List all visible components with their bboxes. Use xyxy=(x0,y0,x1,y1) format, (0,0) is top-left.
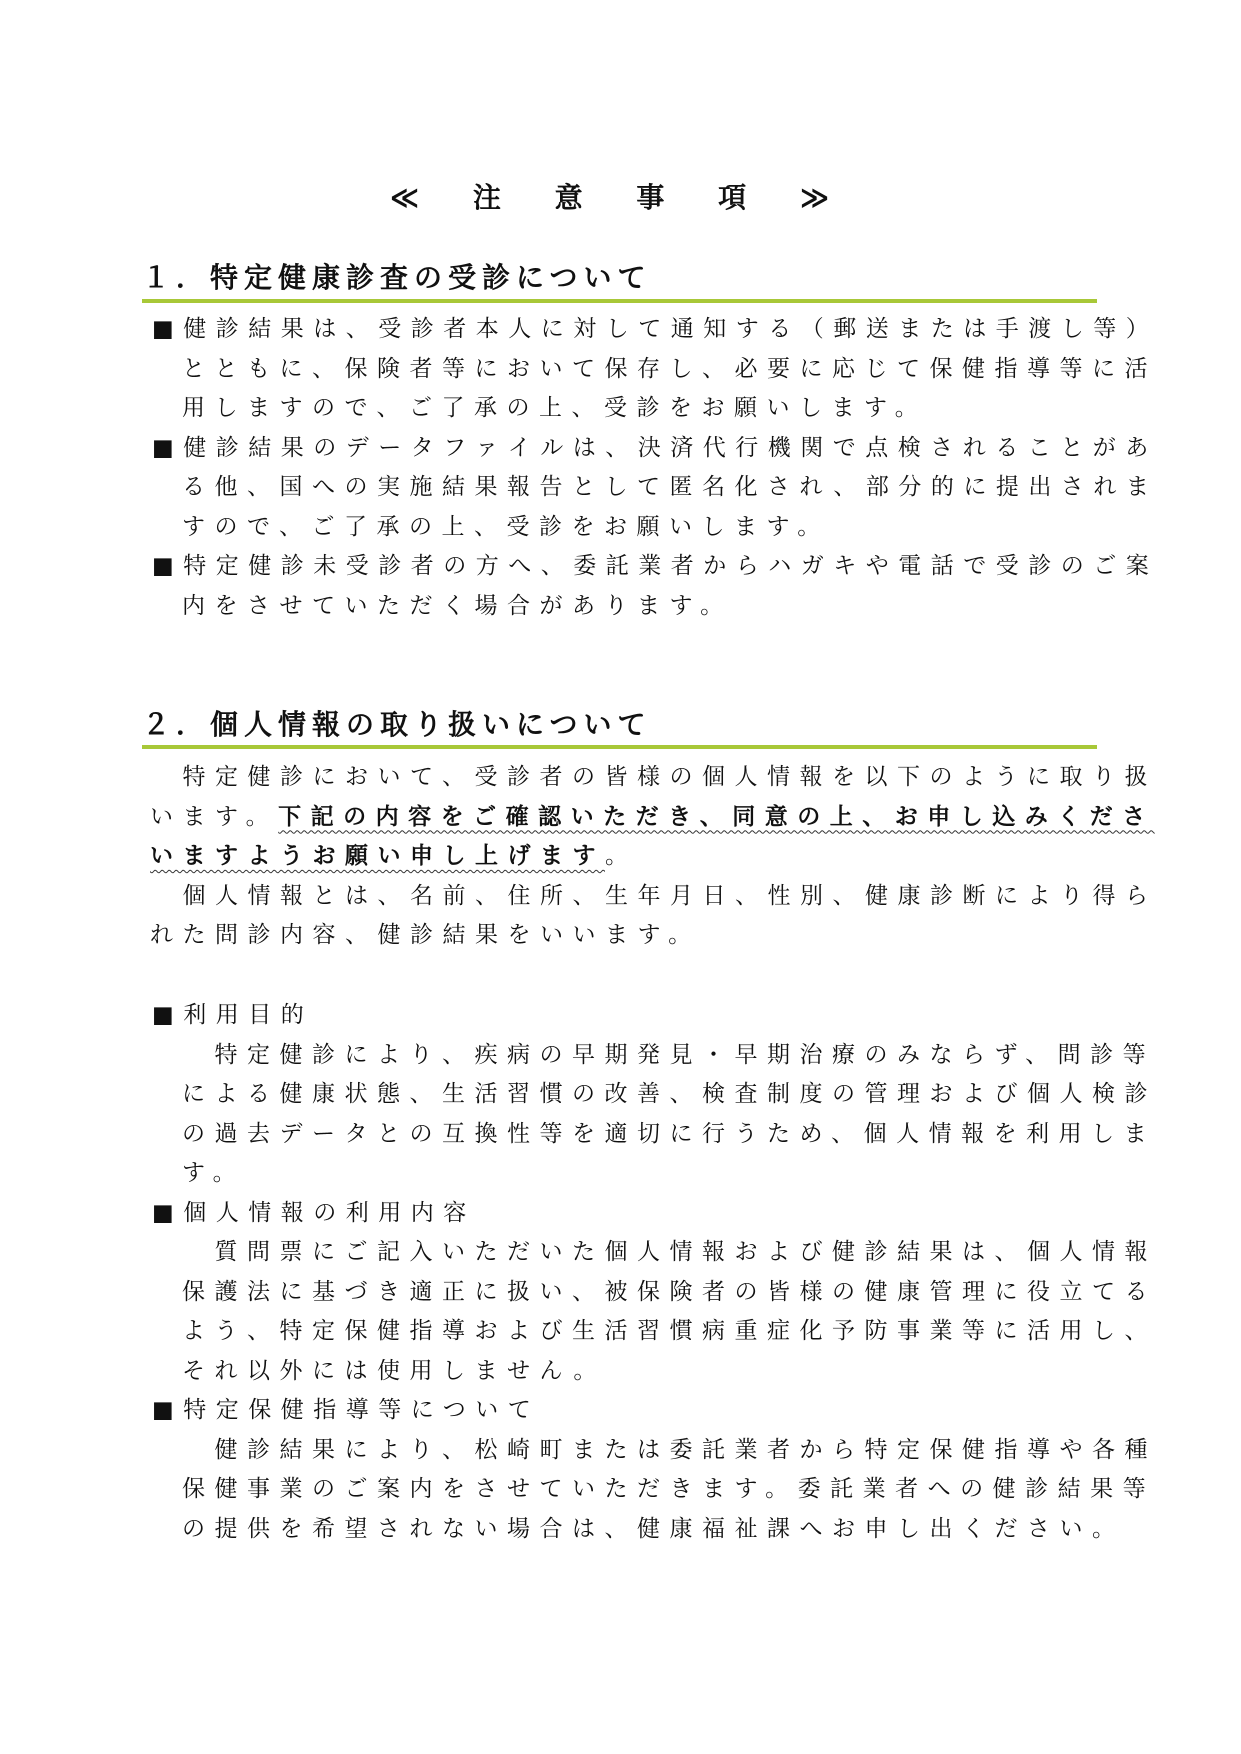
section2-subsections: ■利用目的 特定健診により、疾病の早期発見・早期治療のみならず、問診等 による健康状態、生活習慣の改善、検査制度の管理および個人検診 の過去データとの互換性等を適切に行うため、個人情報を利用しま す。 ■個人情報の利用内容 質問票にご記入いただいた個人情報および健診結果は、個人情報 保護法に基づき適正に扱い、被保険者の皆様の健康管理に役立てる よう、特定保健指導および生活習慣病重症化予防事業等に活用し、 それ以外には使用しません。 ■特定保健指導等について 健診結果により、松崎町または委託業者から特定保健指導や各種 保健事業のご案内をさせていただきます。委託業者への健診結果等 の提供を希望されない場合は、健康福祉課へお申し出ください。 xyxy=(152,996,1097,1549)
consent-emphasis: いますようお願い申し上げます xyxy=(150,843,605,869)
section2-heading: ２．個人情報の取り扱いについて xyxy=(142,708,652,741)
bullet-square-icon: ■ xyxy=(152,553,184,579)
section2-divider xyxy=(142,745,1097,749)
bullet-square-icon: ■ xyxy=(152,1199,184,1226)
consent-emphasis: 下記の内容をご確認いただき、同意の上、お申し込みくださ xyxy=(278,803,1155,830)
list-item: ■健診結果のデータファイルは、決済代行機関で点検されることがあ xyxy=(152,429,1097,469)
bullet-square-icon: ■ xyxy=(152,434,184,461)
section1-heading: １．特定健康診査の受診について xyxy=(142,261,652,294)
bullet-square-icon: ■ xyxy=(152,1397,184,1423)
bullet-square-icon: ■ xyxy=(152,1002,184,1028)
subsection-heading: ■利用目的 xyxy=(152,996,1097,1036)
subsection-heading: ■個人情報の利用内容 xyxy=(152,1194,1097,1234)
subsection-heading: ■特定保健指導等について xyxy=(152,1391,1097,1431)
page-title: ≪ 注 意 事 項 ≫ xyxy=(389,181,852,214)
section2-intro: 特定健診において、受診者の皆様の個人情報を以下のように取り扱 います。下記の内容をご確認いただき、同意の上、お申し込みくださ いますようお願い申し上げます。 個人情報とは、名前、住所、生年月日、性別、健康診断により得ら れた問診内容、健診結果をいいます。 xyxy=(150,764,1158,948)
list-item: ■特定健診未受診者の方へ、委託業者からハガキや電話で受診のご案 xyxy=(152,547,1097,587)
section1-body: ■健診結果は、受診者本人に対して通知する（郵送または手渡し等） とともに、保険者等において保存し、必要に応じて保健指導等に活 用しますので、ご了承の上、受診をお願いします。 ■健診結果のデータファイルは、決済代行機関で点検されることがあ る他、国への実施結果報告として匿名化され、部分的に提出されま すので、ご了承の上、受診をお願いします。 ■特定健診未受診者の方へ、委託業者からハガキや電話で受診のご案 内をさせていただく場合があります。 xyxy=(152,310,1097,626)
section1-divider xyxy=(142,299,1097,303)
list-item: ■健診結果は、受診者本人に対して通知する（郵送または手渡し等） xyxy=(152,310,1097,350)
bullet-square-icon: ■ xyxy=(152,316,184,342)
